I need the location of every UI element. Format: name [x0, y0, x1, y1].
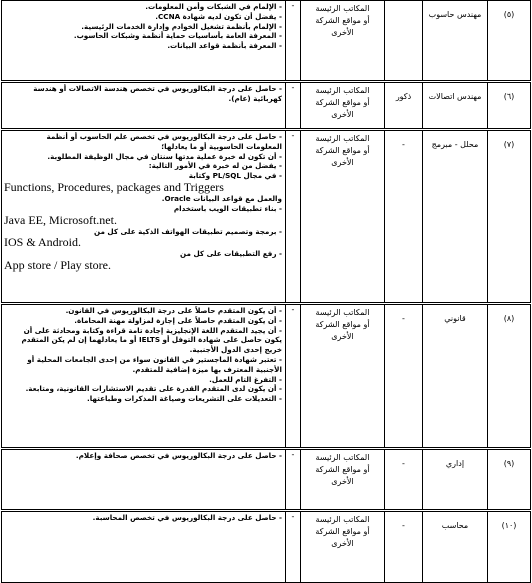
location-cell [301, 449, 385, 511]
location-line: المكاتب الرئيسة [315, 86, 370, 95]
requirements-cell [2, 511, 286, 583]
requirement-line: - حاصل على درجة البكالوريوس في تخصص علم الحاسوب أو أنظمة [46, 132, 282, 141]
location-line: الأخرى [331, 477, 354, 486]
requirement-line: - حاصل على درجة البكالوريوس في تخصص المحاسبة. [92, 513, 282, 522]
requirement-line: المعلومات الحاسوبية أو ما يعادلها؛ [161, 141, 282, 151]
requirement-line: - حاصل على درجة البكالوريوس في تخصص صحافة وإعلام. [75, 451, 282, 460]
requirement-line-latin: Functions, Procedures, packages and Triggers [4, 180, 224, 194]
requirement-line: - أن يكون المتقدم حاصلاً على درجة البكالوريوس في القانون. [65, 306, 282, 315]
requirement-line: - أن يجيد المتقدم اللغة الإنجليزية إجادة تامة قراءة وكتابة ومحادثة على أن [23, 325, 282, 335]
requirement-line: والعمل مع قواعد البيانات Oracle. [161, 193, 282, 203]
requirement-line: - يفضل أن تكون لديه شهادة CCNA. [155, 11, 282, 21]
location-line: أو مواقع الشركة [315, 527, 370, 536]
job-title: محاسب [423, 511, 488, 583]
requirement-line: - تعتبر شهادة الماجستير في القانون سواء من إحدى الجامعات المحلية أو [27, 354, 282, 364]
gender-cell [385, 1, 423, 82]
table-row [2, 1, 531, 82]
requirement-line: - بناء تطبيقات الويب باستخدام [173, 203, 282, 213]
location-line: الأخرى [331, 110, 354, 119]
requirement-line: - التفرغ التام للعمل. [209, 374, 282, 384]
row-number: (١٠) [488, 511, 531, 583]
requirement-line: - المعرفة العامة بأساسيات حماية أنظمة وشبكات الحاسوب. [73, 31, 282, 41]
location-line: المكاتب الرئيسة [315, 308, 370, 317]
location-cell [301, 304, 385, 449]
requirement-line: يكون حاصل على شهادة التوفل أو IELTS أو ما يعادلهما إن لم يكن المتقدم [21, 335, 282, 345]
table-row [2, 449, 531, 511]
degree-cell: - [286, 130, 301, 304]
requirements-cell [2, 82, 286, 130]
location-line: المكاتب الرئيسة [315, 134, 370, 143]
requirements-cell [2, 304, 286, 449]
row-number: (٨) [488, 304, 531, 449]
job-title: مهندس حاسوب [423, 1, 488, 82]
location-cell [301, 82, 385, 130]
location-line: الأخرى [331, 28, 354, 37]
gender-cell: - [385, 511, 423, 583]
requirement-line-latin: Java EE, Microsoft.net. [4, 213, 117, 227]
requirement-line-latin: IOS & Android. [4, 236, 82, 250]
table-row [2, 82, 531, 130]
location-line: المكاتب الرئيسة [315, 4, 370, 13]
requirement-line: - أن تكون له خبرة عملية مدتها سنتان في مجال الوظيفة المطلوبة. [47, 151, 282, 161]
requirement-line: - في مجال PL/SQL وكتابة [188, 171, 282, 181]
location-line: أو مواقع الشركة [315, 320, 370, 329]
location-line: أو مواقع الشركة [315, 146, 370, 155]
requirement-line-latin: App store / Play store. [4, 259, 111, 273]
requirement-line: - برمجة وتصميم تطبيقات الهواتف الذكية على كل من [93, 226, 282, 236]
job-title: مهندس اتصالات [423, 82, 488, 130]
degree-cell: - [286, 82, 301, 130]
degree-cell: - [286, 304, 301, 449]
job-table [1, 0, 531, 583]
location-line: المكاتب الرئيسة [315, 515, 370, 524]
table-row [2, 511, 531, 583]
gender-cell: - [385, 449, 423, 511]
location-line: الأخرى [331, 332, 354, 341]
row-number: (٥) [488, 1, 531, 82]
location-line: أو مواقع الشركة [315, 465, 370, 474]
requirement-line: - الإلمام بأنظمة تشغيل الخوادم وإدارة الخدمات الرئيسية. [81, 21, 282, 31]
location-line: المكاتب الرئيسة [315, 453, 370, 462]
location-cell [301, 1, 385, 82]
degree-cell: - [286, 1, 301, 82]
gender-cell: - [385, 304, 423, 449]
requirement-line: - المعرفة بأنظمة قواعد البيانات. [167, 41, 282, 51]
gender-cell: ذكور [385, 82, 423, 130]
requirement-line: - حاصل على درجة البكالوريوس في تخصص هندسة الاتصالات أو هندسة [33, 84, 282, 93]
location-line: الأخرى [331, 158, 354, 167]
location-line: أو مواقع الشركة [315, 98, 370, 107]
job-title: محلل - مبرمج [423, 130, 488, 304]
job-title: إداري [423, 449, 488, 511]
table-row [2, 130, 531, 304]
requirement-line: - أن يكون المتقدم حاصلاً على إجازة لمزاولة مهنة المحاماة. [74, 315, 282, 325]
degree-cell: - [286, 449, 301, 511]
requirements-cell [2, 449, 286, 511]
degree-cell: - [286, 511, 301, 583]
requirement-line: كهربائية (عام). [228, 93, 282, 103]
gender-cell: - [385, 130, 423, 304]
requirement-line: - رفع التطبيقات على كل من [180, 249, 282, 259]
location-line: الأخرى [331, 539, 354, 548]
row-number: (٦) [488, 82, 531, 130]
requirement-line: - يفضل من له خبرة في الأمور التالية: [148, 161, 282, 171]
requirements-cell [2, 130, 286, 304]
location-cell [301, 130, 385, 304]
requirement-line: - أن يكون لدى المتقدم القدرة على تقديم الاستشارات القانونية، ومتابعة. [25, 384, 282, 394]
job-title: قانوني [423, 304, 488, 449]
row-number: (٩) [488, 449, 531, 511]
table-row [2, 304, 531, 449]
requirement-line: خريج إحدى الدول الأجنبية. [189, 345, 282, 355]
location-line: أو مواقع الشركة [315, 16, 370, 25]
row-number: (٧) [488, 130, 531, 304]
requirement-line: - الإلمام في الشبكات وأمن المعلومات. [145, 2, 282, 11]
location-cell [301, 511, 385, 583]
requirement-line: - التعديلات على التشريعات وصياغة المذكرات وطباعتها. [86, 394, 282, 404]
requirements-cell [2, 1, 286, 82]
requirement-line: الأجنبية المعترف بها ميزة إضافية للمتقدم. [132, 364, 282, 374]
